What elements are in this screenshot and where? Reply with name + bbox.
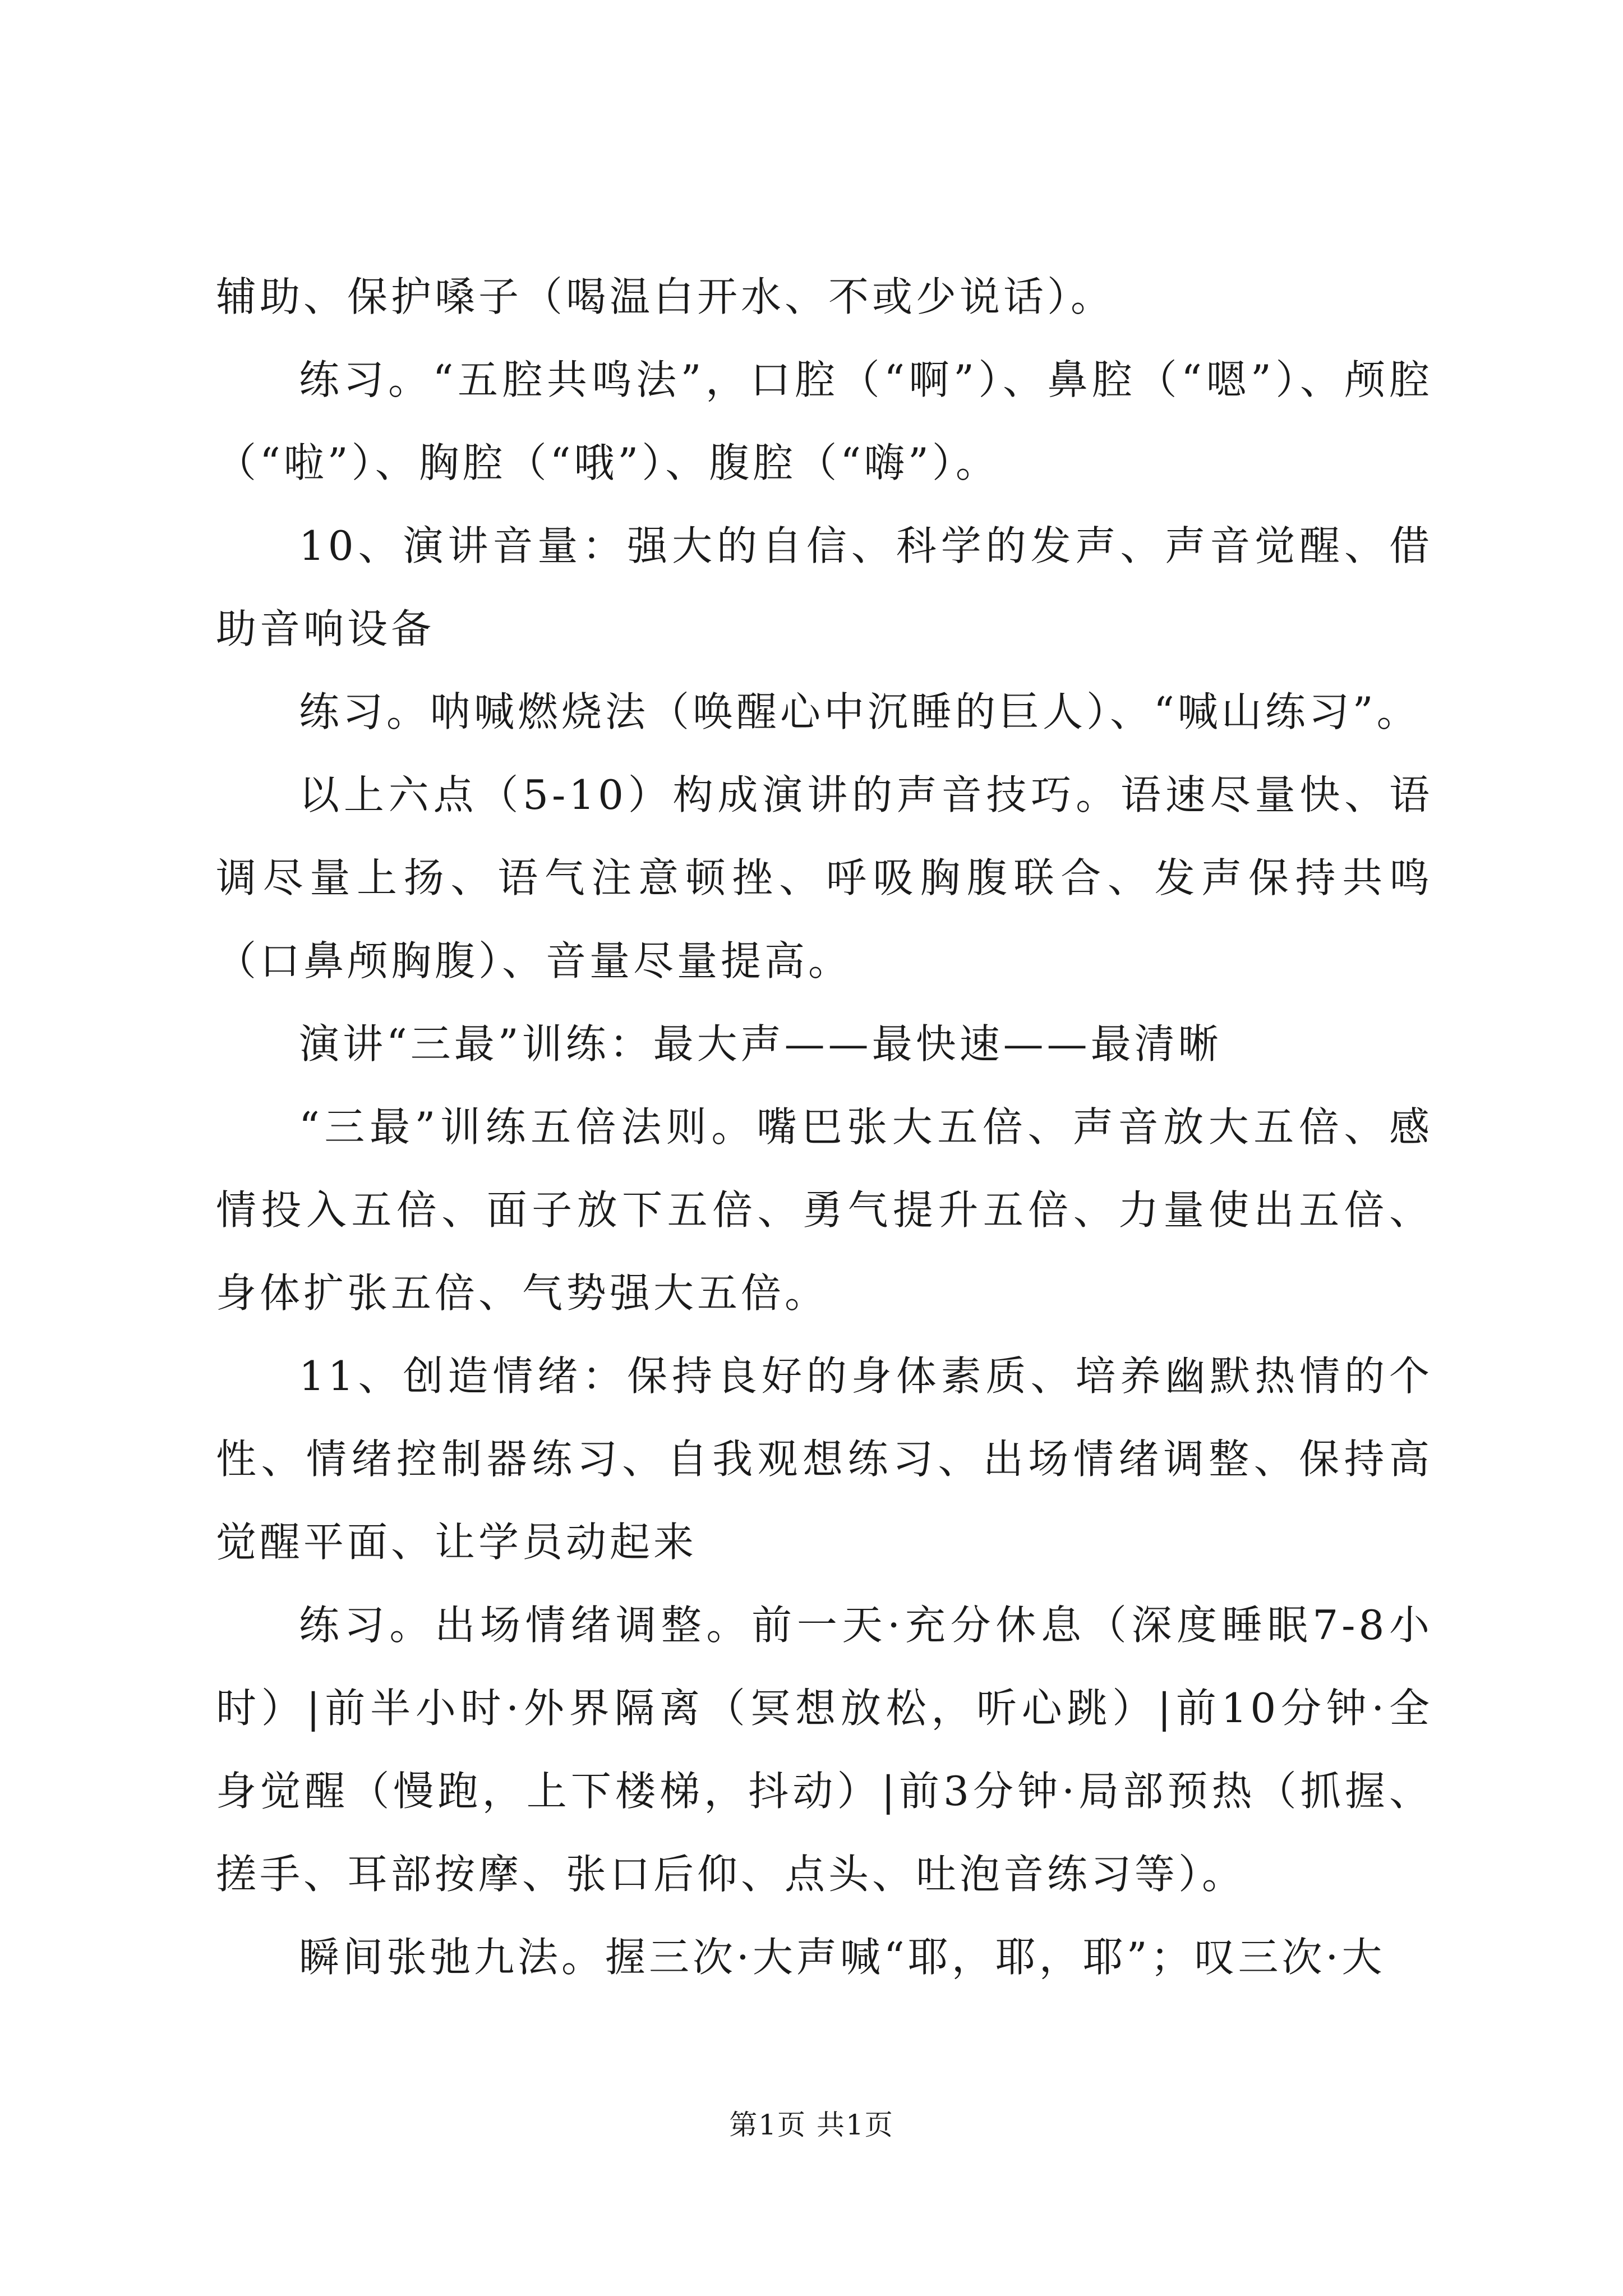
paragraph-emotion-heading: 11、创造情绪：保持良好的身体素质、培养幽默热情的个性、情绪控制器练习、自我观想练习、出场情绪调整、保持高觉醒平面、让学员动起来 [216,1352,1433,1566]
paragraph-volume-heading: 10、演讲音量：强大的自信、科学的发声、声音觉醒、借助音响设备 [216,522,1433,652]
paragraph-five-times-rule: “三最”训练五倍法则。嘴巴张大五倍、声音放大五倍、感情投入五倍、面子放下五倍、勇气提升五倍、力量使出五倍、身体扩张五倍、气势强大五倍。 [216,1103,1433,1317]
paragraph-nine-methods: 瞬间张弛九法。握三次·大声喊“耶，耶，耶”；叹三次·大 [299,1934,1386,1981]
paragraph-continuation: 辅助、保护嗓子（喝温白开水、不或少说话）。 [216,273,1115,320]
paragraph-three-most-training: 演讲“三最”训练：最大声——最快速——最清晰 [299,1020,1222,1068]
page-number-footer: 第1页 共1页 [729,2109,894,2141]
document-body [216,255,1433,1999]
paragraph-voice-summary: 以上六点（5-10）构成演讲的声音技巧。语速尽量快、语调尽量上扬、语气注意顿挫、呼吸胸腹联合、发声保持共鸣（口鼻颅胸腹）、音量尽量提高。 [216,771,1433,984]
paragraph-resonance-practice: 练习。“五腔共鸣法”，口腔（“啊”）、鼻腔（“嗯”）、颅腔（“啦”）、胸腔（“哦”）、腹腔（“嗨”）。 [216,356,1433,486]
paragraph-shouting-practice: 练习。呐喊燃烧法（唤醒心中沉睡的巨人）、“喊山练习”。 [299,688,1421,735]
paragraph-emotion-practice: 练习。出场情绪调整。前一天·充分休息（深度睡眠7-8小时）|前半小时·外界隔离（冥想放松，听心跳）|前10分钟·全身觉醒（慢跑，上下楼梯，抖动）|前3分钟·局部预热（抓握、搓手、耳部按摩、张口后仰、点头、吐泡音练习等）。 [216,1602,1433,1898]
